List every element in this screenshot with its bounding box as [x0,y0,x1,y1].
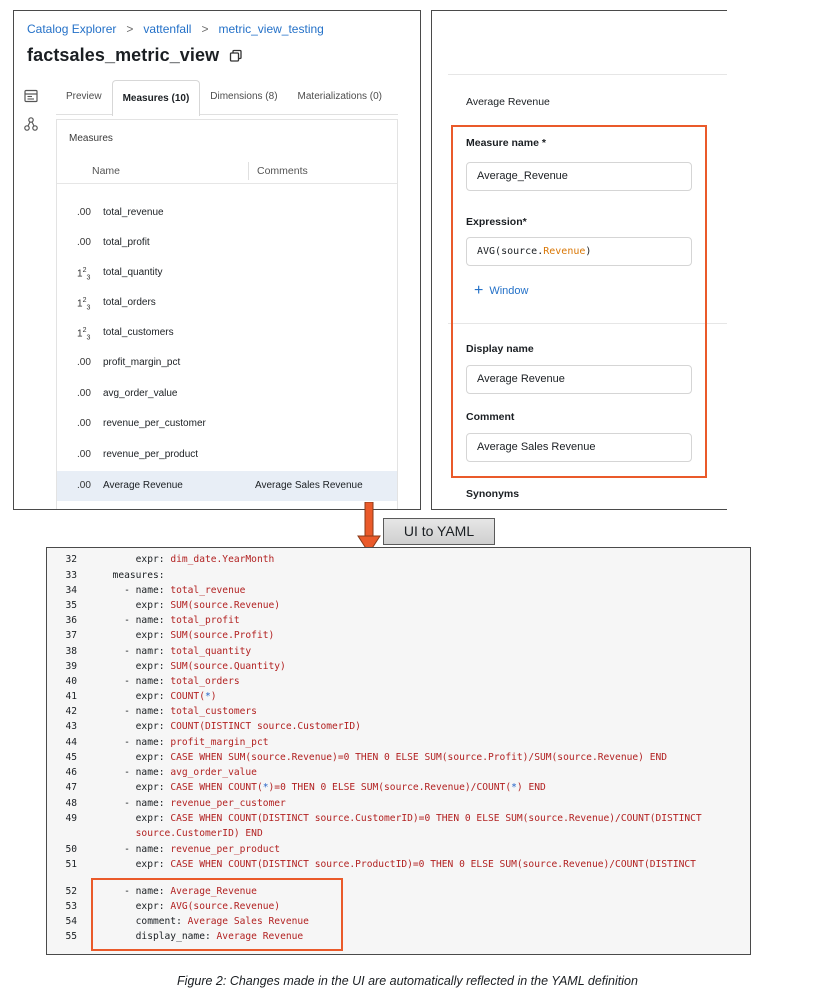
code-text [101,859,696,870]
line-number: 43 [65,721,77,732]
breadcrumb-vattenfall[interactable]: vattenfall [143,22,192,36]
code-line [47,813,750,827]
table-row[interactable] [57,409,397,439]
yaml-key: expr: [101,901,171,912]
expression-keyword: Revenue [543,246,586,257]
table-row[interactable] [57,348,397,378]
table-row[interactable] [57,228,397,258]
yaml-value: Average_Revenue [170,886,257,897]
code-line [47,767,750,781]
code-line [47,570,750,584]
yaml-key: - name: [101,886,171,897]
line-number: 38 [65,646,77,657]
measure-name: total_customers [103,327,174,338]
code-line [47,752,750,766]
measure-name: total_profit [103,237,150,248]
yaml-value: AVG(source.Revenue) [170,901,281,912]
line-number: 45 [65,752,77,763]
yaml-key: - name: [101,585,171,596]
breadcrumb-metric-view-testing[interactable]: metric_view_testing [218,22,324,36]
yaml-value: CASE WHEN COUNT( [170,782,263,793]
yaml-key: display_name: [101,931,217,942]
yaml-code-panel [46,547,751,955]
yaml-value: total_quantity [170,646,252,657]
line-number: 37 [65,630,77,641]
code-line [47,828,750,842]
code-text [101,752,667,763]
yaml-key: - name: [101,676,171,687]
yaml-value: CASE WHEN COUNT(DISTINCT source.ProductID)=0 THEN 0 ELSE SUM(source.Revenue)/COUNT(DISTINCT [170,859,696,870]
code-text [101,721,361,732]
yaml-value: SUM(source.Revenue) [170,600,281,611]
measures-heading: Measures [69,133,113,144]
yaml-value: Average Sales Revenue [187,916,309,927]
line-number: 40 [65,676,77,687]
integer-type-icon: $1^2_3$ [77,267,91,282]
line-number: 47 [65,782,77,793]
yaml-key: - name: [101,615,171,626]
yaml-key: expr: [101,813,171,824]
code-line [47,798,750,812]
measure-name-label: Measure name * [466,137,546,149]
copy-icon[interactable] [229,49,243,63]
line-number: 44 [65,737,77,748]
code-text [101,901,280,912]
code-text [101,691,217,702]
line-number: 53 [65,901,77,912]
window-label: Window [489,285,529,297]
yaml-key: expr: [101,554,171,565]
yaml-value: profit_margin_pct [170,737,269,748]
yaml-key: comment: [101,916,188,927]
expression-prefix: AVG(source. [477,246,544,257]
measure-name: revenue_per_customer [103,418,206,429]
code-line [47,737,750,751]
lineage-icon[interactable] [23,116,39,132]
line-number: 54 [65,916,77,927]
editor-header: Average Revenue [466,96,550,108]
table-details-icon[interactable] [23,88,39,104]
ui-to-yaml-label: UI to YAML [383,518,495,545]
breadcrumb-catalog-explorer[interactable]: Catalog Explorer [27,22,117,36]
line-number: 46 [65,767,77,778]
comment-label: Comment [466,411,515,423]
code-text [101,585,245,596]
yaml-value: )=0 THEN 0 ELSE SUM(source.Revenue)/COUNT( [268,782,512,793]
yaml-value: Average Revenue [216,931,304,942]
table-row[interactable] [57,471,397,501]
comment-input[interactable]: Average Sales Revenue [466,433,692,462]
yaml-value: revenue_per_customer [170,798,286,809]
yaml-symbol: * [204,691,211,702]
expression-input[interactable] [466,237,692,266]
code-line [47,615,750,629]
code-text [101,828,263,839]
tab-preview[interactable]: Preview [66,90,102,102]
measure-name: profit_margin_pct [103,357,181,368]
measure-name: total_revenue [103,207,164,218]
yaml-key: expr: [101,691,171,702]
yaml-value: CASE WHEN SUM(source.Revenue)=0 THEN 0 ELSE SUM(source.Profit)/SUM(source.Revenue) END [170,752,668,763]
yaml-value: COUNT( [170,691,205,702]
code-line [47,630,750,644]
measure-editor-panel [431,10,727,510]
yaml-key: expr: [101,859,171,870]
code-text [101,767,257,778]
decimal-type-icon: .00 [77,237,91,248]
code-line [47,661,750,675]
yaml-key: - name: [101,798,171,809]
code-text [101,676,240,687]
yaml-value: revenue_per_product [170,844,281,855]
decimal-type-icon: .00 [77,207,91,218]
column-header-name[interactable]: Name [92,165,121,177]
yaml-value: source.CustomerID) END [101,828,263,839]
yaml-value: ) END [516,782,546,793]
display-name-label: Display name [466,343,534,355]
code-text [101,798,286,809]
code-text [101,615,240,626]
integer-type-icon: $1^2_3$ [77,297,91,312]
line-number: 35 [65,600,77,611]
table-row[interactable] [57,318,397,348]
code-text [101,931,303,942]
measure-name: total_quantity [103,267,163,278]
code-line [47,554,750,568]
code-line [47,706,750,720]
line-number: 50 [65,844,77,855]
breadcrumb-separator: > [126,22,134,36]
yaml-value: avg_order_value [170,767,257,778]
yaml-key: expr: [101,661,171,672]
section-divider [448,323,727,324]
line-number: 33 [65,570,77,581]
measure-name: Average Revenue [103,480,183,491]
yaml-key: - namr: [101,646,171,657]
expression-label: Expression* [466,216,527,228]
line-number: 49 [65,813,77,824]
table-header [57,158,397,184]
line-number: 39 [65,661,77,672]
line-number: 48 [65,798,77,809]
yaml-key: expr: [101,752,171,763]
column-divider[interactable] [248,162,249,180]
breadcrumb-separator: > [201,22,209,36]
code-text [101,554,274,565]
yaml-symbol: * [262,782,269,793]
measure-name: total_orders [103,297,156,308]
figure-caption: Figure 2: Changes made in the UI are automatically reflected in the YAML definition [177,974,638,988]
tab-dimensions[interactable]: Dimensions (8) [210,90,278,102]
code-text [101,661,286,672]
measure-name: avg_order_value [103,388,178,399]
integer-type-icon: $1^2_3$ [77,327,91,342]
synonyms-label: Synonyms [466,488,520,500]
tab-materializations[interactable]: Materializations (0) [297,90,383,102]
line-number: 55 [65,931,77,942]
yaml-key: expr: [101,630,171,641]
measure-tabs [56,79,398,115]
line-number: 41 [65,691,77,702]
code-line [47,844,750,858]
code-text [101,813,702,824]
yaml-key: expr: [101,782,171,793]
measure-comment: Average Sales Revenue [255,480,363,491]
expression-suffix: ) [585,246,592,257]
breadcrumb [27,22,324,36]
code-text [101,916,309,927]
yaml-value: total_revenue [170,585,246,596]
display-name-input[interactable]: Average Revenue [466,365,692,394]
page-title: factsales_metric_view [27,45,220,65]
line-number: 51 [65,859,77,870]
table-row[interactable] [57,379,397,409]
yaml-key: - name: [101,737,171,748]
code-text [101,782,546,793]
yaml-key: - name: [101,706,171,717]
code-line [47,600,750,614]
table-row[interactable] [57,440,397,470]
line-number: 42 [65,706,77,717]
code-line [47,691,750,705]
table-row[interactable] [57,258,397,288]
code-text [101,844,280,855]
code-line [47,585,750,599]
code-line [47,931,750,945]
yaml-value: ) [210,691,217,702]
table-row[interactable] [57,198,397,228]
yaml-key: expr: [101,600,171,611]
measures-table [56,119,398,510]
code-text [101,886,257,897]
decimal-type-icon: .00 [77,357,91,368]
panel-divider [448,74,727,75]
decimal-type-icon: .00 [77,418,91,429]
line-number: 52 [65,886,77,897]
yaml-value: SUM(source.Quantity) [170,661,286,672]
yaml-value: total_profit [170,615,240,626]
table-row[interactable] [57,288,397,318]
decimal-type-icon: .00 [77,449,91,460]
yaml-value: SUM(source.Profit) [170,630,275,641]
title-row [27,45,243,66]
decimal-type-icon: .00 [77,480,91,491]
measure-name: revenue_per_product [103,449,199,460]
code-line [47,646,750,660]
yaml-value: total_customers [170,706,257,717]
code-line [47,859,750,873]
decimal-type-icon: .00 [77,388,91,399]
yaml-value: total_orders [170,676,240,687]
yaml-value: CASE WHEN COUNT(DISTINCT source.CustomerID)=0 THEN 0 ELSE SUM(source.Revenue)/COUNT(DISTINCT [170,813,702,824]
tab-measures[interactable]: Measures (10) [112,80,201,116]
line-number: 32 [65,554,77,565]
yaml-key: - name: [101,844,171,855]
yaml-symbol: * [511,782,517,793]
code-line [47,676,750,690]
code-text [101,706,257,717]
code-line [47,886,750,900]
yaml-key: measures: [101,570,165,581]
plus-icon: + [474,282,484,299]
yaml-value: dim_date.YearMonth [170,554,275,565]
code-text [101,646,251,657]
code-text [101,570,165,581]
code-line [47,721,750,735]
line-number: 34 [65,585,77,596]
yaml-key: - name: [101,767,171,778]
add-window-button[interactable] [474,284,528,298]
code-text [101,630,274,641]
yaml-key: expr: [101,721,171,732]
line-number: 36 [65,615,77,626]
column-header-comments[interactable]: Comments [257,165,308,177]
catalog-explorer-panel [13,10,421,510]
code-line [47,782,750,796]
code-text [101,737,269,748]
code-text [101,600,280,611]
measure-name-input[interactable]: Average_Revenue [466,162,692,191]
code-line [47,916,750,930]
yaml-value: COUNT(DISTINCT source.CustomerID) [170,721,361,732]
code-line [47,901,750,915]
